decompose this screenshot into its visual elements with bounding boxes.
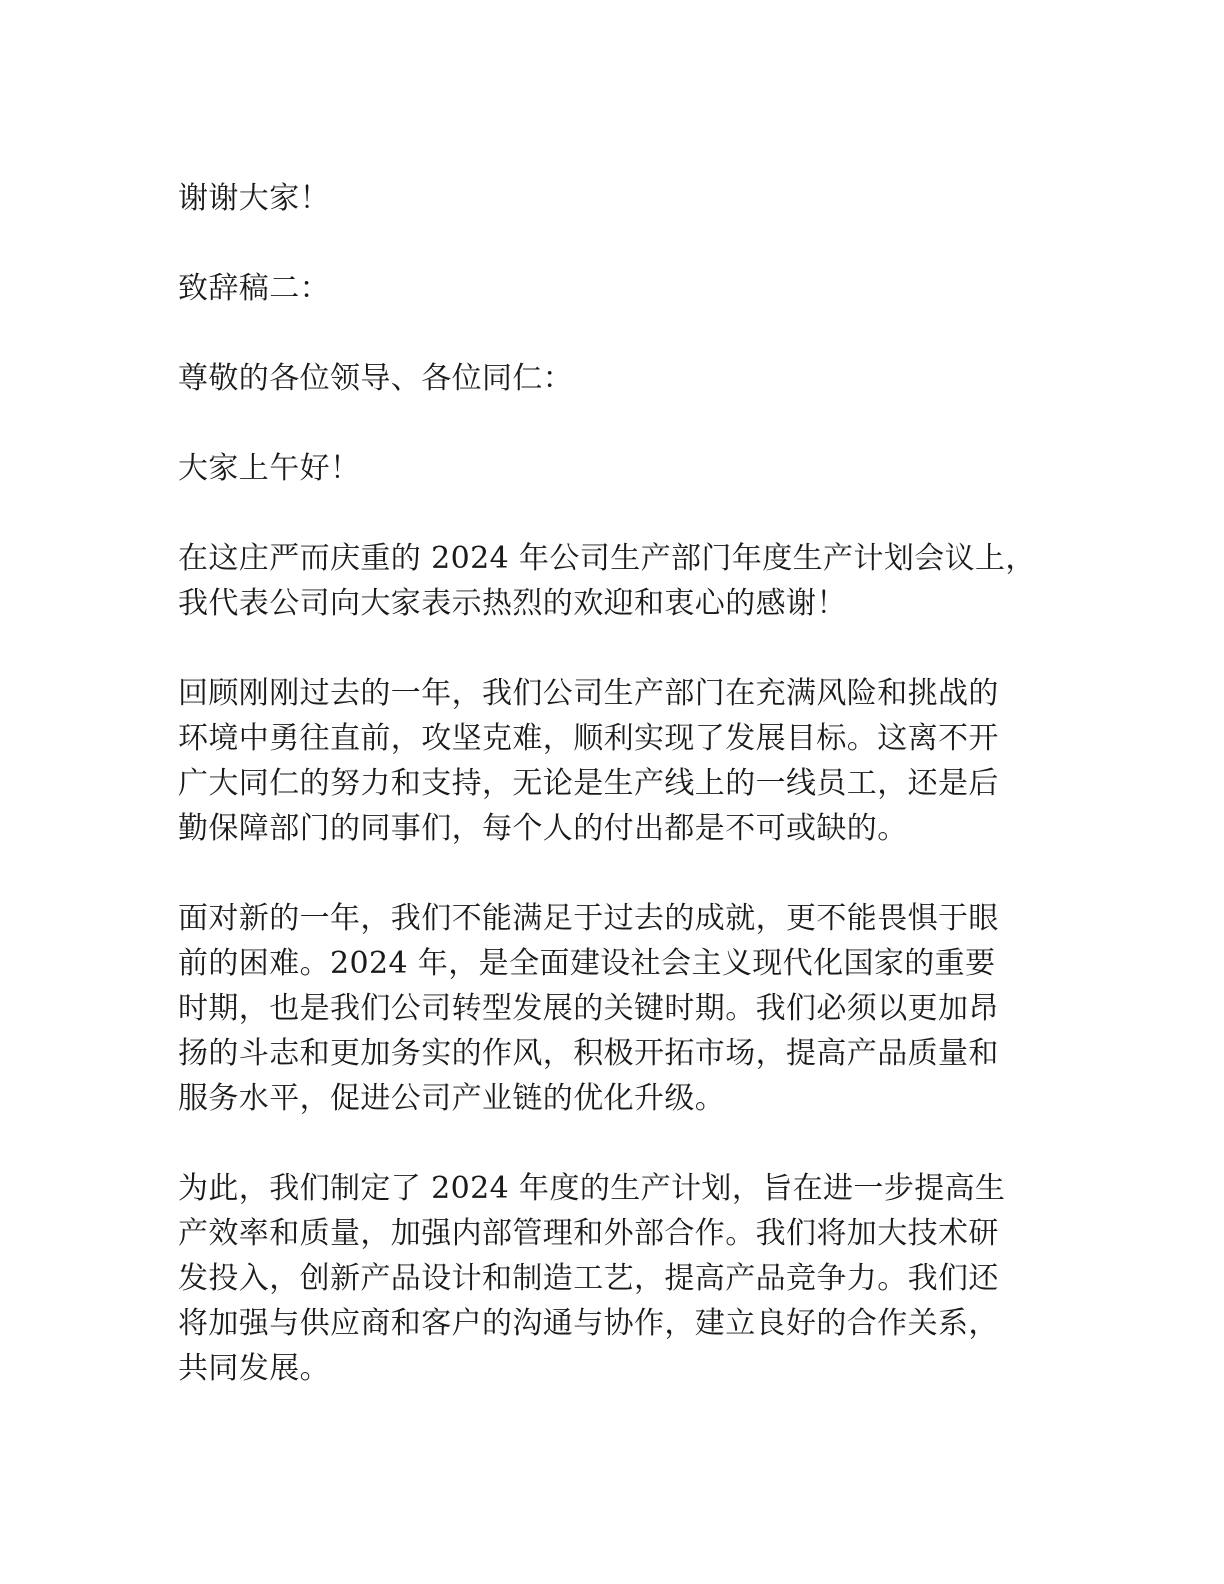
text-line: 致辞稿二： [178,271,330,306]
text-line: 扬的斗志和更加务实的作风，积极开拓市场，提高产品质量和 [178,1036,999,1071]
text-line: 产效率和质量，加强内部管理和外部合作。我们将加大技术研 [178,1216,999,1251]
text-line: 广大同仁的努力和支持，无论是生产线上的一线员工，还是后 [178,766,999,801]
paragraph-new-year [178,896,1048,1121]
paragraph-plan [178,1166,1048,1391]
text-line: 回顾刚刚过去的一年，我们公司生产部门在充满风险和挑战的 [178,676,999,711]
text-line: 谢谢大家！ [178,181,330,216]
paragraph-review [178,671,1048,851]
text-line: 勤保障部门的同事们，每个人的付出都是不可或缺的。 [178,811,908,846]
paragraph-welcome [178,536,1048,626]
text-line: 时期，也是我们公司转型发展的关键时期。我们必须以更加昂 [178,991,999,1026]
text-line: 发投入，创新产品设计和制造工艺，提高产品竞争力。我们还 [178,1261,999,1296]
document-body [178,176,1048,1391]
text-line: 面对新的一年，我们不能满足于过去的成就，更不能畏惧于眼 [178,901,999,936]
text-line: 共同发展。 [178,1351,330,1386]
text-line: 大家上午好！ [178,451,361,486]
text-line: 环境中勇往直前，攻坚克难，顺利实现了发展目标。这离不开 [178,721,999,756]
text-line: 在这庄严而庆重的 2024 年公司生产部门年度生产计划会议上， [178,541,1036,576]
text-line: 我代表公司向大家表示热烈的欢迎和衷心的感谢！ [178,586,847,621]
text-line: 将加强与供应商和客户的沟通与协作，建立良好的合作关系， [178,1306,999,1341]
text-line: 尊敬的各位领导、各位同仁： [178,361,574,396]
text-line: 为此，我们制定了 2024 年度的生产计划，旨在进一步提高生 [178,1171,1006,1206]
paragraph-greeting [178,446,1048,491]
paragraph-salutation [178,356,1048,401]
text-line: 服务水平，促进公司产业链的优化升级。 [178,1081,726,1116]
text-line: 前的困难。2024 年，是全面建设社会主义现代化国家的重要 [178,946,996,981]
paragraph-thanks [178,176,1048,221]
paragraph-speech-two-heading [178,266,1048,311]
